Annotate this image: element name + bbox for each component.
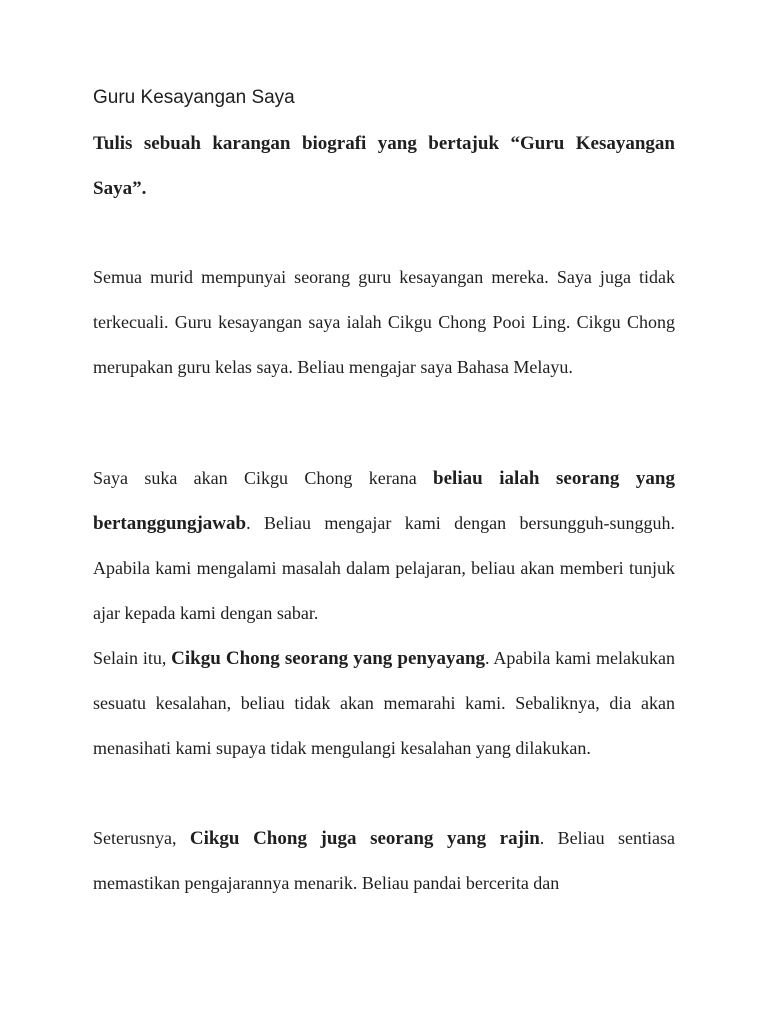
- paragraph-3-lead: Selain itu,: [93, 648, 172, 668]
- paragraph-3: [93, 636, 675, 771]
- paragraph-2: [93, 456, 675, 636]
- paragraph-1: [93, 255, 675, 390]
- document-page: [93, 0, 675, 1024]
- paragraph-4: [93, 816, 675, 906]
- paragraph-2-lead: Saya suka akan Cikgu Chong kerana: [93, 468, 434, 488]
- paragraph-3-rest: . Apabila kami melakukan sesuatu kesalahan, beliau tidak akan memarahi kami. Sebaliknya, dia akan menasihati kami supaya tidak mengulangi kesalahan yang dilakukan.: [93, 648, 675, 758]
- document-title: Guru Kesayangan Saya: [93, 87, 295, 108]
- task-instruction: Tulis sebuah karangan biografi yang bertajuk “Guru Kesayangan Saya”.: [93, 133, 675, 199]
- paragraph-2-highlight: beliau ialah seorang yang bertanggungjawab: [93, 468, 675, 534]
- paragraph-4-rest: . Beliau sentiasa memastikan pengajarannya menarik. Beliau pandai bercerita dan: [93, 828, 675, 893]
- paragraph-3-highlight: Cikgu Chong seorang yang penyayang: [171, 648, 486, 669]
- paragraph-2-rest: . Beliau mengajar kami dengan bersungguh-sungguh. Apabila kami mengalami masalah dalam pelajaran, beliau akan memberi tunjuk ajar kepada kami dengan sabar.: [93, 513, 675, 623]
- paragraph-4-highlight: Cikgu Chong juga seorang yang rajin: [189, 828, 540, 849]
- paragraph-4-lead: Seterusnya,: [93, 828, 190, 848]
- paragraph-1-text: Semua murid mempunyai seorang guru kesayangan mereka. Saya juga tidak terkecuali. Guru kesayangan saya ialah Cikgu Chong Pooi Ling. Cikgu Chong merupakan guru kelas saya. Beliau mengajar saya Bahasa Melayu.: [93, 267, 675, 377]
